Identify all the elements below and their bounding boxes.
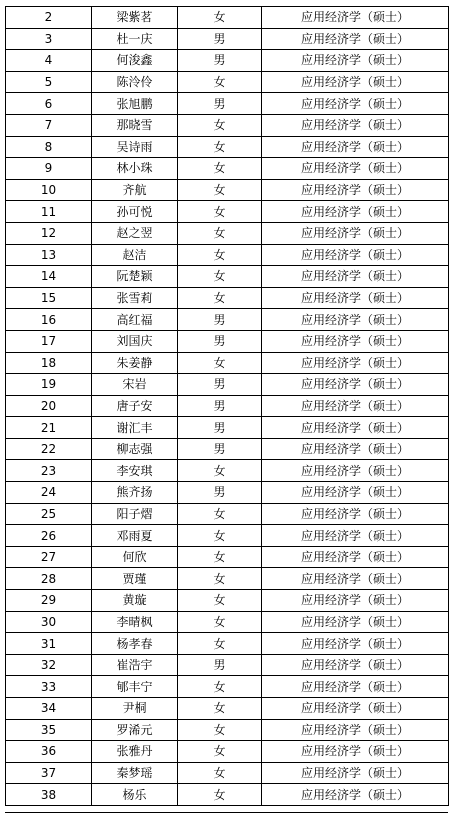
roster-sheet bbox=[5, 6, 448, 806]
student-name-cell: 杜一庆 bbox=[92, 28, 178, 50]
row-number-cell: 3 bbox=[6, 28, 92, 50]
row-number-cell: 33 bbox=[6, 676, 92, 698]
roster-table-body bbox=[6, 7, 449, 806]
major-cell: 应用经济学（硕士） bbox=[262, 611, 449, 633]
table-row bbox=[6, 546, 449, 568]
row-number-cell: 26 bbox=[6, 525, 92, 547]
table-row bbox=[6, 611, 449, 633]
gender-cell: 女 bbox=[178, 7, 262, 29]
row-number-cell: 4 bbox=[6, 50, 92, 72]
student-name-cell: 阮楚颖 bbox=[92, 266, 178, 288]
student-name-cell: 张雅丹 bbox=[92, 741, 178, 763]
gender-cell: 男 bbox=[178, 93, 262, 115]
table-row bbox=[6, 438, 449, 460]
row-number-cell: 25 bbox=[6, 503, 92, 525]
table-row bbox=[6, 136, 449, 158]
table-row bbox=[6, 719, 449, 741]
gender-cell: 女 bbox=[178, 590, 262, 612]
table-row bbox=[6, 179, 449, 201]
gender-cell: 男 bbox=[178, 654, 262, 676]
major-cell: 应用经济学（硕士） bbox=[262, 698, 449, 720]
gender-cell: 女 bbox=[178, 762, 262, 784]
row-number-cell: 29 bbox=[6, 590, 92, 612]
table-row bbox=[6, 460, 449, 482]
row-number-cell: 8 bbox=[6, 136, 92, 158]
table-row bbox=[6, 28, 449, 50]
table-row bbox=[6, 374, 449, 396]
gender-cell: 女 bbox=[178, 287, 262, 309]
major-cell: 应用经济学（硕士） bbox=[262, 7, 449, 29]
major-cell: 应用经济学（硕士） bbox=[262, 266, 449, 288]
student-name-cell: 孙可悦 bbox=[92, 201, 178, 223]
student-name-cell: 邓雨夏 bbox=[92, 525, 178, 547]
major-cell: 应用经济学（硕士） bbox=[262, 374, 449, 396]
table-row bbox=[6, 417, 449, 439]
row-number-cell: 23 bbox=[6, 460, 92, 482]
student-name-cell: 梁紫茗 bbox=[92, 7, 178, 29]
table-row bbox=[6, 590, 449, 612]
table-row bbox=[6, 309, 449, 331]
student-name-cell: 齐航 bbox=[92, 179, 178, 201]
gender-cell: 女 bbox=[178, 71, 262, 93]
student-name-cell: 杨孝春 bbox=[92, 633, 178, 655]
gender-cell: 女 bbox=[178, 136, 262, 158]
major-cell: 应用经济学（硕士） bbox=[262, 417, 449, 439]
row-number-cell: 18 bbox=[6, 352, 92, 374]
table-row bbox=[6, 50, 449, 72]
row-number-cell: 12 bbox=[6, 222, 92, 244]
gender-cell: 女 bbox=[178, 784, 262, 806]
student-name-cell: 杨乐 bbox=[92, 784, 178, 806]
gender-cell: 女 bbox=[178, 525, 262, 547]
row-number-cell: 21 bbox=[6, 417, 92, 439]
row-number-cell: 22 bbox=[6, 438, 92, 460]
row-number-cell: 13 bbox=[6, 244, 92, 266]
table-row bbox=[6, 71, 449, 93]
gender-cell: 男 bbox=[178, 417, 262, 439]
major-cell: 应用经济学（硕士） bbox=[262, 654, 449, 676]
table-row bbox=[6, 503, 449, 525]
student-name-cell: 贾瑾 bbox=[92, 568, 178, 590]
row-number-cell: 37 bbox=[6, 762, 92, 784]
gender-cell: 男 bbox=[178, 374, 262, 396]
major-cell: 应用经济学（硕士） bbox=[262, 28, 449, 50]
table-row bbox=[6, 568, 449, 590]
table-row bbox=[6, 698, 449, 720]
major-cell: 应用经济学（硕士） bbox=[262, 201, 449, 223]
row-number-cell: 9 bbox=[6, 158, 92, 180]
row-number-cell: 2 bbox=[6, 7, 92, 29]
table-row bbox=[6, 266, 449, 288]
major-cell: 应用经济学（硕士） bbox=[262, 525, 449, 547]
row-number-cell: 17 bbox=[6, 330, 92, 352]
major-cell: 应用经济学（硕士） bbox=[262, 482, 449, 504]
row-number-cell: 38 bbox=[6, 784, 92, 806]
major-cell: 应用经济学（硕士） bbox=[262, 741, 449, 763]
student-name-cell: 何浚鑫 bbox=[92, 50, 178, 72]
student-name-cell: 那晓雪 bbox=[92, 114, 178, 136]
student-name-cell: 何欣 bbox=[92, 546, 178, 568]
major-cell: 应用经济学（硕士） bbox=[262, 590, 449, 612]
gender-cell: 女 bbox=[178, 698, 262, 720]
row-number-cell: 34 bbox=[6, 698, 92, 720]
row-number-cell: 19 bbox=[6, 374, 92, 396]
major-cell: 应用经济学（硕士） bbox=[262, 633, 449, 655]
student-name-cell: 熊齐扬 bbox=[92, 482, 178, 504]
major-cell: 应用经济学（硕士） bbox=[262, 244, 449, 266]
major-cell: 应用经济学（硕士） bbox=[262, 309, 449, 331]
student-name-cell: 刘国庆 bbox=[92, 330, 178, 352]
table-row bbox=[6, 114, 449, 136]
major-cell: 应用经济学（硕士） bbox=[262, 114, 449, 136]
table-row bbox=[6, 7, 449, 29]
student-name-cell: 吴诗雨 bbox=[92, 136, 178, 158]
gender-cell: 女 bbox=[178, 503, 262, 525]
row-number-cell: 30 bbox=[6, 611, 92, 633]
gender-cell: 女 bbox=[178, 741, 262, 763]
table-row bbox=[6, 352, 449, 374]
gender-cell: 女 bbox=[178, 266, 262, 288]
major-cell: 应用经济学（硕士） bbox=[262, 762, 449, 784]
row-number-cell: 6 bbox=[6, 93, 92, 115]
table-row bbox=[6, 201, 449, 223]
gender-cell: 男 bbox=[178, 330, 262, 352]
major-cell: 应用经济学（硕士） bbox=[262, 287, 449, 309]
row-number-cell: 7 bbox=[6, 114, 92, 136]
table-row bbox=[6, 762, 449, 784]
table-row bbox=[6, 222, 449, 244]
major-cell: 应用经济学（硕士） bbox=[262, 330, 449, 352]
gender-cell: 女 bbox=[178, 222, 262, 244]
table-row bbox=[6, 158, 449, 180]
table-row bbox=[6, 633, 449, 655]
gender-cell: 女 bbox=[178, 611, 262, 633]
row-number-cell: 35 bbox=[6, 719, 92, 741]
major-cell: 应用经济学（硕士） bbox=[262, 503, 449, 525]
major-cell: 应用经济学（硕士） bbox=[262, 158, 449, 180]
bottom-divider bbox=[5, 812, 448, 813]
student-name-cell: 赵之翌 bbox=[92, 222, 178, 244]
major-cell: 应用经济学（硕士） bbox=[262, 719, 449, 741]
roster-table bbox=[5, 6, 449, 806]
major-cell: 应用经济学（硕士） bbox=[262, 784, 449, 806]
major-cell: 应用经济学（硕士） bbox=[262, 71, 449, 93]
table-row bbox=[6, 525, 449, 547]
gender-cell: 男 bbox=[178, 395, 262, 417]
gender-cell: 女 bbox=[178, 633, 262, 655]
major-cell: 应用经济学（硕士） bbox=[262, 222, 449, 244]
table-row bbox=[6, 654, 449, 676]
student-name-cell: 张旭鹏 bbox=[92, 93, 178, 115]
major-cell: 应用经济学（硕士） bbox=[262, 546, 449, 568]
table-row bbox=[6, 395, 449, 417]
table-row bbox=[6, 784, 449, 806]
row-number-cell: 32 bbox=[6, 654, 92, 676]
major-cell: 应用经济学（硕士） bbox=[262, 136, 449, 158]
gender-cell: 男 bbox=[178, 50, 262, 72]
table-row bbox=[6, 287, 449, 309]
gender-cell: 女 bbox=[178, 179, 262, 201]
row-number-cell: 36 bbox=[6, 741, 92, 763]
gender-cell: 女 bbox=[178, 158, 262, 180]
student-name-cell: 谢汇丰 bbox=[92, 417, 178, 439]
student-name-cell: 崔浩宇 bbox=[92, 654, 178, 676]
major-cell: 应用经济学（硕士） bbox=[262, 50, 449, 72]
table-row bbox=[6, 93, 449, 115]
gender-cell: 女 bbox=[178, 460, 262, 482]
gender-cell: 女 bbox=[178, 352, 262, 374]
major-cell: 应用经济学（硕士） bbox=[262, 460, 449, 482]
row-number-cell: 14 bbox=[6, 266, 92, 288]
student-name-cell: 秦梦瑶 bbox=[92, 762, 178, 784]
student-name-cell: 朱姜静 bbox=[92, 352, 178, 374]
major-cell: 应用经济学（硕士） bbox=[262, 676, 449, 698]
table-row bbox=[6, 676, 449, 698]
student-name-cell: 唐子安 bbox=[92, 395, 178, 417]
gender-cell: 女 bbox=[178, 201, 262, 223]
row-number-cell: 11 bbox=[6, 201, 92, 223]
gender-cell: 女 bbox=[178, 568, 262, 590]
gender-cell: 男 bbox=[178, 438, 262, 460]
row-number-cell: 20 bbox=[6, 395, 92, 417]
gender-cell: 女 bbox=[178, 546, 262, 568]
student-name-cell: 高红福 bbox=[92, 309, 178, 331]
table-row bbox=[6, 330, 449, 352]
gender-cell: 女 bbox=[178, 114, 262, 136]
gender-cell: 女 bbox=[178, 719, 262, 741]
student-name-cell: 张雪莉 bbox=[92, 287, 178, 309]
row-number-cell: 10 bbox=[6, 179, 92, 201]
row-number-cell: 15 bbox=[6, 287, 92, 309]
row-number-cell: 31 bbox=[6, 633, 92, 655]
major-cell: 应用经济学（硕士） bbox=[262, 438, 449, 460]
gender-cell: 男 bbox=[178, 28, 262, 50]
gender-cell: 女 bbox=[178, 676, 262, 698]
student-name-cell: 阳子熠 bbox=[92, 503, 178, 525]
student-name-cell: 宋岩 bbox=[92, 374, 178, 396]
student-name-cell: 黄璇 bbox=[92, 590, 178, 612]
student-name-cell: 李安琪 bbox=[92, 460, 178, 482]
row-number-cell: 27 bbox=[6, 546, 92, 568]
row-number-cell: 16 bbox=[6, 309, 92, 331]
major-cell: 应用经济学（硕士） bbox=[262, 395, 449, 417]
gender-cell: 男 bbox=[178, 482, 262, 504]
major-cell: 应用经济学（硕士） bbox=[262, 568, 449, 590]
row-number-cell: 28 bbox=[6, 568, 92, 590]
student-name-cell: 柳志强 bbox=[92, 438, 178, 460]
table-row bbox=[6, 482, 449, 504]
table-row bbox=[6, 244, 449, 266]
student-name-cell: 郇丰宁 bbox=[92, 676, 178, 698]
student-name-cell: 陈泠伶 bbox=[92, 71, 178, 93]
major-cell: 应用经济学（硕士） bbox=[262, 93, 449, 115]
student-name-cell: 尹桐 bbox=[92, 698, 178, 720]
table-row bbox=[6, 741, 449, 763]
student-name-cell: 林小珠 bbox=[92, 158, 178, 180]
gender-cell: 男 bbox=[178, 309, 262, 331]
student-name-cell: 罗浠元 bbox=[92, 719, 178, 741]
student-name-cell: 李晴枫 bbox=[92, 611, 178, 633]
student-name-cell: 赵洁 bbox=[92, 244, 178, 266]
gender-cell: 女 bbox=[178, 244, 262, 266]
major-cell: 应用经济学（硕士） bbox=[262, 352, 449, 374]
row-number-cell: 24 bbox=[6, 482, 92, 504]
major-cell: 应用经济学（硕士） bbox=[262, 179, 449, 201]
row-number-cell: 5 bbox=[6, 71, 92, 93]
